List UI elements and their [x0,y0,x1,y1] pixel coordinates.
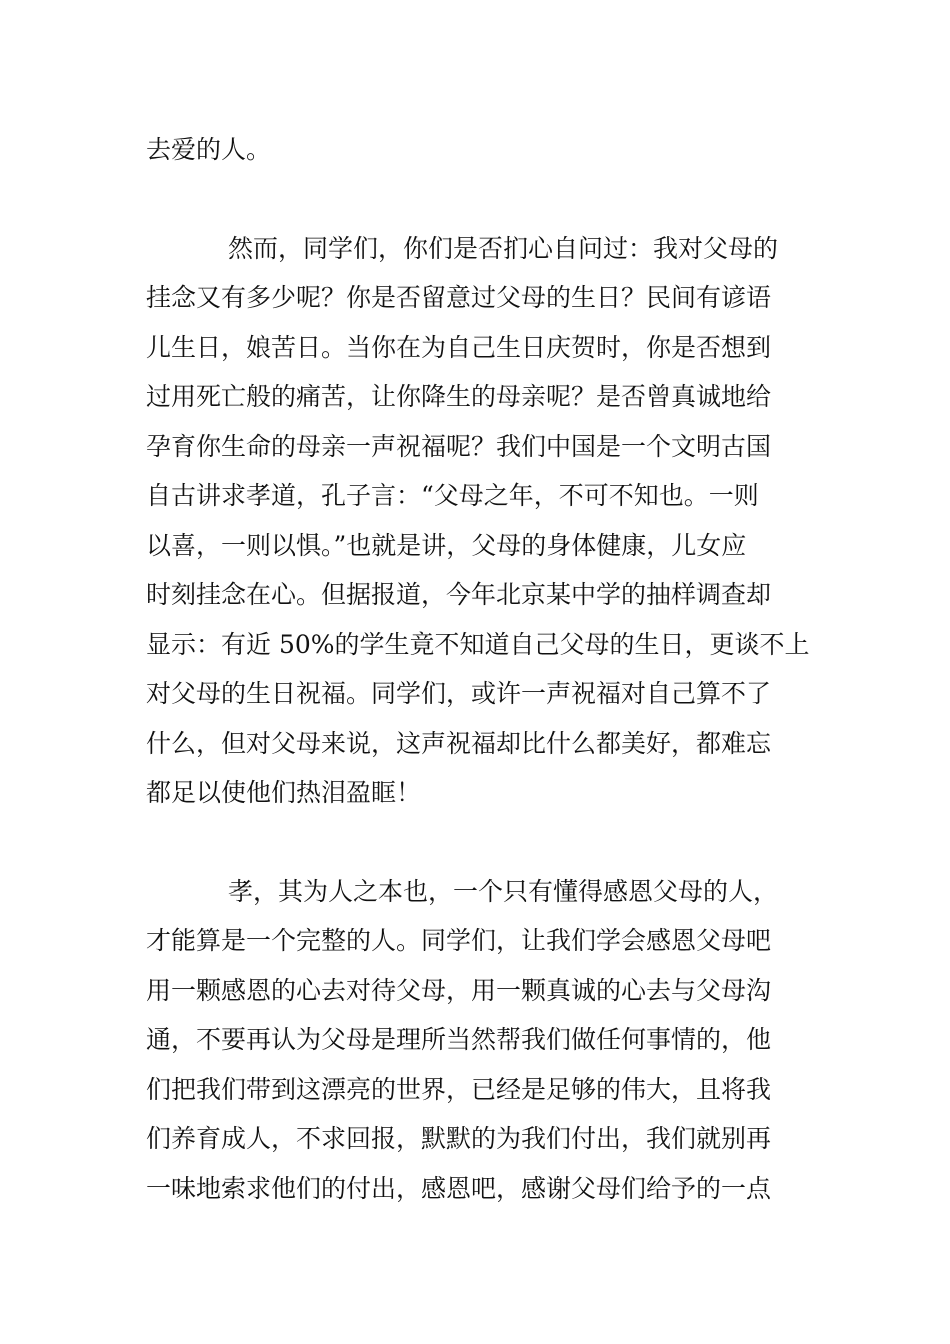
paragraph-1-line-1: 去爱的人。 [146,135,272,164]
paragraph-2-line-2: 挂念又有多少呢？你是否留意过父母的生日？民间有谚语 [146,283,772,312]
paragraph-3-line-4: 通，不要再认为父母是理所当然帮我们做任何事情的，他 [146,1025,772,1054]
paragraph-3-line-3: 用一颗感恩的心去对待父母，用一颗真诚的心去与父母沟 [146,976,772,1005]
paragraph-2-line-4: 过用死亡般的痛苦，让你降生的母亲呢？是否曾真诚地给 [146,382,772,411]
paragraph-2-line-9: 显示：有近 50%的学生竟不知道自己父母的生日，更谈不上 [146,630,810,659]
paragraph-2-line-10: 对父母的生日祝福。同学们，或许一声祝福对自己算不了 [146,679,772,708]
paragraph-3-line-1: 孝，其为人之本也，一个只有懂得感恩父母的人， [228,877,779,906]
paragraph-2-line-6: 自古讲求孝道，孔子言：“父母之年，不可不知也。一则 [146,481,759,510]
paragraph-3-line-6: 们养育成人，不求回报，默默的为我们付出，我们就别再 [146,1124,772,1153]
paragraph-2-line-1: 然而，同学们，你们是否扪心自问过：我对父母的 [228,234,779,263]
paragraph-2-line-3: 儿生日，娘苦日。当你在为自己生日庆贺时，你是否想到 [146,333,772,362]
paragraph-2-line-8: 时刻挂念在心。但据报道，今年北京某中学的抽样调查却 [146,580,772,609]
paragraph-2-line-12: 都足以使他们热泪盈眶！ [146,778,422,807]
paragraph-3-line-2: 才能算是一个完整的人。同学们，让我们学会感恩父母吧 [146,926,772,955]
paragraph-2-line-7: 以喜，一则以惧。”也就是讲，父母的身体健康，儿女应 [146,531,747,560]
paragraph-3-line-5: 们把我们带到这漂亮的世界，已经是足够的伟大，且将我 [146,1075,772,1104]
paragraph-3-line-7: 一味地索求他们的付出，感恩吧，感谢父母们给予的一点 [146,1174,772,1203]
paragraph-2-line-11: 什么，但对父母来说，这声祝福却比什么都美好，都难忘 [146,729,772,758]
paragraph-2-line-5: 孕育你生命的母亲一声祝福呢？我们中国是一个文明古国 [146,432,772,461]
